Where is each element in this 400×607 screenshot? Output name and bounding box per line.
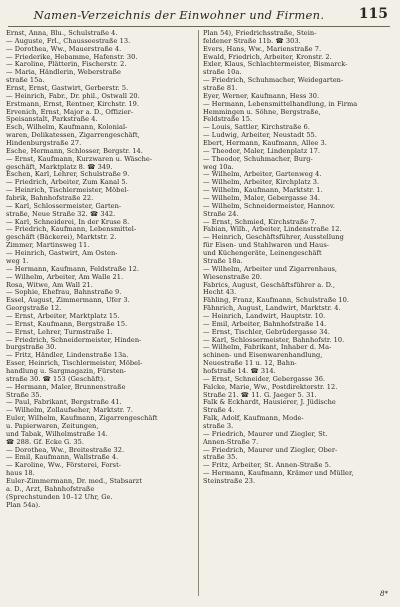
directory-entry-line: — Karl, Schlossermeister, Bahnhofstr. 10. bbox=[203, 336, 345, 344]
directory-entry-line: — Auguste, Frl., Chausseestraße 13. bbox=[6, 37, 131, 45]
directory-entry-line: Ernst, Ernst, Gastwirt, Gerberstr. 5. bbox=[6, 85, 129, 93]
page-number: 115 bbox=[358, 6, 388, 22]
directory-entry-line: Straße 35. bbox=[6, 391, 42, 399]
directory-entry-line: — Friedrich, Arbeiter, Zum Kanal 5. bbox=[6, 179, 128, 187]
directory-entry-line: Wiesenstraße 20. bbox=[203, 273, 263, 281]
directory-entry-line: weg 10a. bbox=[203, 163, 234, 171]
directory-entry-line: Rosa, Witwe, Am Wall 21. bbox=[6, 281, 93, 289]
directory-entry-line: u. Papierwaren, Zeitungen, bbox=[6, 422, 99, 430]
directory-entry-line: — Wilhelm, Maler, Gebergasse 34. bbox=[203, 195, 321, 203]
directory-entry-line: weg 1. bbox=[6, 257, 29, 265]
directory-entry-line: haus 18. bbox=[6, 470, 35, 478]
directory-entry-line: für Eisen- und Stahlwaren und Haus- bbox=[203, 242, 330, 250]
directory-entry-line: — Theodor, Schuhmacher, Burg- bbox=[203, 155, 313, 163]
directory-entry-line: Essel, August, Zimmermann, Ufer 3. bbox=[6, 297, 130, 305]
directory-entry-line: — Friederike, Hebamme, Hafenstr. 30. bbox=[6, 53, 138, 61]
directory-entry-line: — Dorothea, Ww., Breitestraße 32. bbox=[6, 446, 125, 454]
directory-entry-line: Erstmann, Ernst, Rentner, Kirchstr. 19. bbox=[6, 100, 140, 108]
directory-entry-line: Esch, Wilhelm, Kaufmann, Kolonial- bbox=[6, 124, 128, 132]
directory-entry-line: — Heinrich, Tischlermeister, Möbel- bbox=[6, 187, 129, 195]
directory-entry-line: Esche, Hermann, Schlosser, Bergstr. 14. bbox=[6, 147, 143, 155]
directory-entry-line: — Wilhelm, Arbeiter, Kirchplatz 3. bbox=[203, 179, 320, 187]
directory-entry-line: — Theodor, Maler, Lindenplatz 17. bbox=[203, 147, 321, 155]
directory-entry-line: — Ernst, Tischler, Gebrüdergasse 34. bbox=[203, 328, 330, 336]
directory-entry-line: — Hermann, Kaufmann, Krämer und Müller, bbox=[203, 470, 354, 478]
directory-entry-line: Hecht 43. bbox=[203, 289, 237, 297]
directory-entry-line: waren, Delikatessen, Zigarrengeschäft, bbox=[6, 132, 140, 140]
directory-entry-line: fabrik, Bahnhofstraße 22. bbox=[6, 195, 94, 203]
directory-entry-line: Eyer, Werner, Kaufmann, Hess 30. bbox=[203, 92, 320, 100]
directory-entry-line: Fabian, Wilh., Arbeiter, Lindenstraße 12. bbox=[203, 226, 342, 234]
directory-entry-line: Fähnrich, August, Landwirt, Marktstr. 4. bbox=[203, 305, 341, 313]
directory-entry-line: (Sprechstunden 10–12 Uhr, Ge. bbox=[6, 493, 113, 501]
directory-entry-line: Hindenburgstraße 27. bbox=[6, 140, 82, 148]
directory-entry-line: — Heinrich, Landwirt, Hauptstr. 10. bbox=[203, 312, 326, 320]
directory-entry-line: feldener Straße 11b. ☎ 303. bbox=[203, 37, 301, 45]
directory-entry-line: — Wilhelm, Schneidermeister, Hannov. bbox=[203, 202, 336, 210]
directory-entry-line: und Tabak, Wilhelmstraße 14. bbox=[6, 430, 108, 438]
directory-entry-line: burgstraße 30. bbox=[6, 344, 57, 352]
directory-entry-line: Euler, Wilhelm, Kaufmann, Zigarrengeschäft bbox=[6, 415, 158, 423]
directory-entry-line: straße 35. bbox=[203, 454, 238, 462]
directory-entry-line: — Friedrich, Maurer und Ziegler, Ober- bbox=[203, 446, 338, 454]
directory-entry-line: — Wilhelm, Arbeiter, Am Walle 21. bbox=[6, 273, 124, 281]
directory-entry-line: Annen-Straße 7. bbox=[203, 438, 259, 446]
directory-entry-line: — Wilhelm, Kaufmann, Marktstr. 1. bbox=[203, 187, 323, 195]
directory-entry-line: ☎ 288. Gf. Ecke G. 35. bbox=[6, 438, 85, 446]
directory-entry-line: — Heinrich, Fabr., Dr. phil., Ostwall 20. bbox=[6, 92, 140, 100]
directory-entry-line: a. D., Arzt, Bahnhofstraße bbox=[6, 485, 95, 493]
directory-entry-line: — Hermann, Lebensmittelhandlung, in Firma bbox=[203, 100, 358, 108]
directory-entry-line: Plan 54a). bbox=[6, 501, 41, 509]
directory-entry-line: geschäft, Marktplatz 8. ☎ 349. bbox=[6, 163, 113, 171]
directory-entry-line: Neuestraße 11 u. 12, Bahn- bbox=[203, 360, 297, 368]
directory-entry-line: Eschen, Karl, Lehrer, Schulstraße 9. bbox=[6, 171, 130, 179]
directory-entry-line: — Karl, Schneiderei, In der Kruse 8. bbox=[6, 218, 130, 226]
directory-entry-line: — Friedrich, Maurer und Ziegler, St. bbox=[203, 430, 328, 438]
directory-entry-line: Falcke, Marie, Ww., Postdirektorstr. 12. bbox=[203, 383, 338, 391]
directory-entry-line: Evers, Hans, Ww., Marienstraße 7. bbox=[203, 45, 322, 53]
directory-entry-line: — Ludwig, Arbeiter, Neustadt 55. bbox=[203, 132, 317, 140]
directory-entry-line: Esser, Heinrich, Tischlermeister, Möbel- bbox=[6, 360, 143, 368]
directory-entry-line: Plan 54), Friedrichsstraße, Stein- bbox=[203, 30, 317, 37]
directory-entry-line: Straße 24. bbox=[203, 210, 239, 218]
signature-mark: 8* bbox=[380, 590, 388, 598]
directory-entry-line: Straße 18a. bbox=[203, 257, 243, 265]
directory-entry-line: Ewald, Friedrich, Arbeiter, Kronstr. 2. bbox=[203, 53, 332, 61]
directory-entry-line: — Emil, Arbeiter, Bahnhofstraße 14. bbox=[203, 320, 327, 328]
directory-entry-line: Speisanstalt, Parkstraße 4. bbox=[6, 116, 98, 124]
directory-entry-line: — Fritz, Arbeiter, St. Annen-Straße 5. bbox=[203, 462, 331, 470]
right-column bbox=[203, 30, 393, 596]
directory-entry-line: hofstraße 14. ☎ 314. bbox=[203, 367, 276, 375]
directory-entry-line: straße 81. bbox=[203, 85, 238, 93]
directory-entry-line: geschäft (Bäckerei), Marktstr. 2. bbox=[6, 234, 117, 242]
directory-entry-line: — Ernst, Lehrer, Turmstraße 1. bbox=[6, 328, 113, 336]
directory-entry-line: — Ernst, Kaufmann, Bergstraße 15. bbox=[6, 320, 128, 328]
directory-entry-line: — Wilhelm, Arbeiter und Zigarrenhaus, bbox=[203, 265, 338, 273]
directory-entry-line: schinen- und Eisenwarenhandlung, bbox=[203, 352, 323, 360]
directory-entry-line: Falk, Adolf, Kaufmann, Mode- bbox=[203, 415, 304, 423]
running-title: Namen-Verzeichnis der Einwohner und Firmen. bbox=[33, 8, 325, 22]
directory-entry-line: — Wilhelm, Zollaufseher, Marktstr. 7. bbox=[6, 407, 133, 415]
directory-entry-line: straße 30. ☎ 153 (Geschäft). bbox=[6, 375, 106, 383]
directory-entry-line: handlung u. Sargmagazin, Fürsten- bbox=[6, 367, 127, 375]
directory-entry-line: — Karl, Schlossermeister, Garten- bbox=[6, 202, 122, 210]
directory-entry-line: Ebert, Hermann, Kaufmann, Allee 3. bbox=[203, 140, 327, 148]
directory-entry-line: Feldstraße 15. bbox=[203, 116, 253, 124]
directory-entry-line: — Dorothea, Ww., Mauerstraße 4. bbox=[6, 45, 122, 53]
directory-entry-line: — Sophie, Ehefrau, Bahnstraße 9. bbox=[6, 289, 122, 297]
directory-entry-line: straße, Neue Straße 32. ☎ 342. bbox=[6, 210, 116, 218]
directory-entry-line: — Ernst, Kaufmann, Kurzwaren u. Wäsche- bbox=[6, 155, 153, 163]
directory-entry-line: straße 3. bbox=[203, 422, 234, 430]
directory-entry-line: straße 15a. bbox=[6, 77, 45, 85]
page-header bbox=[8, 6, 390, 27]
directory-entry-line: — Friedrich, Schuhmacher, Weidegarten- bbox=[203, 77, 344, 85]
directory-entry-line: Euler-Zimmermann, Dr. med., Stabsarzt bbox=[6, 477, 142, 485]
directory-entry-line: — Karoline, Ww., Försterei, Forst- bbox=[6, 462, 122, 470]
directory-entry-line: Fähling, Franz, Kaufmann, Schulstraße 10. bbox=[203, 297, 350, 305]
directory-entry-line: Ernst, Anna, Blu., Schulstraße 4. bbox=[6, 30, 118, 37]
directory-entry-line: Ervenich, Ernst, Major a. D., Offizier- bbox=[6, 108, 134, 116]
directory-entry-line: — Ernst, Schmied, Kirchstraße 7. bbox=[203, 218, 317, 226]
directory-entry-line: — Hermann, Kaufmann, Feldstraße 12. bbox=[6, 265, 139, 273]
directory-entry-line: Straße 21. ☎ 11. G. Jaeger 5. 31. bbox=[203, 391, 317, 399]
directory-entry-line: — Louis, Sattler, Kirchstraße 6. bbox=[203, 124, 310, 132]
directory-entry-line: — Wilhelm, Arbeiter, Gartenweg 4. bbox=[203, 171, 322, 179]
directory-entry-line: — Emil, Kaufmann, Wallstraße 4. bbox=[6, 454, 119, 462]
directory-entry-line: — Fritz, Händler, Lindenstraße 13a. bbox=[6, 352, 129, 360]
directory-entry-line: — Friedrich, Schneidermeister, Hinden- bbox=[6, 336, 142, 344]
directory-entry-line: Straße 4. bbox=[203, 407, 235, 415]
left-column bbox=[6, 30, 194, 596]
directory-entry-line: straße 10a. bbox=[203, 69, 242, 77]
directory-entry-line: und Küchengeräte, Leinengeschäft bbox=[203, 250, 322, 258]
directory-entry-line: — Heinrich, Gastwirt, Am Osten- bbox=[6, 250, 118, 258]
directory-entry-line: — Friedrich, Kaufmann, Lebensmittel- bbox=[6, 226, 137, 234]
directory-entry-line: — Wilhelm, Fabrikant, Inhaber d. Ma- bbox=[203, 344, 332, 352]
directory-entry-line: — Heinrich, Geschäftsführer, Ausstellung bbox=[203, 234, 344, 242]
directory-entry-line: — Maria, Händlerin, Weberstraße bbox=[6, 69, 122, 77]
directory-entry-line: Steinstraße 23. bbox=[203, 477, 256, 485]
directory-entry-line: Zimmer, Martinsweg 11. bbox=[6, 242, 90, 250]
directory-entry-line: Fabrics, August, Geschäftsführer a. D., bbox=[203, 281, 335, 289]
column-divider bbox=[198, 30, 199, 596]
directory-entry-line: Georgstraße 12. bbox=[6, 305, 62, 313]
directory-entry-line: Exler, Klaus, Schlachtermeister, Bismarck- bbox=[203, 61, 348, 69]
directory-entry-line: — Ernst, Schneider, Gebergasse 36. bbox=[203, 375, 326, 383]
directory-entry-line: — Paul, Fabrikant, Bergstraße 41. bbox=[6, 399, 122, 407]
directory-entry-line: — Hermann, Maler, Brunnenstraße bbox=[6, 383, 126, 391]
directory-entry-line: — Ernst, Arbeiter, Marktplatz 15. bbox=[6, 312, 120, 320]
directory-entry-line: — Karoline, Plätterin, Fischerstr. 2. bbox=[6, 61, 127, 69]
directory-entry-line: Falk & Eckhardt, Hausierer, J. Jüdische bbox=[203, 399, 336, 407]
directory-entry-line: Hemmingen u. Söhne, Bergstraße, bbox=[203, 108, 321, 116]
